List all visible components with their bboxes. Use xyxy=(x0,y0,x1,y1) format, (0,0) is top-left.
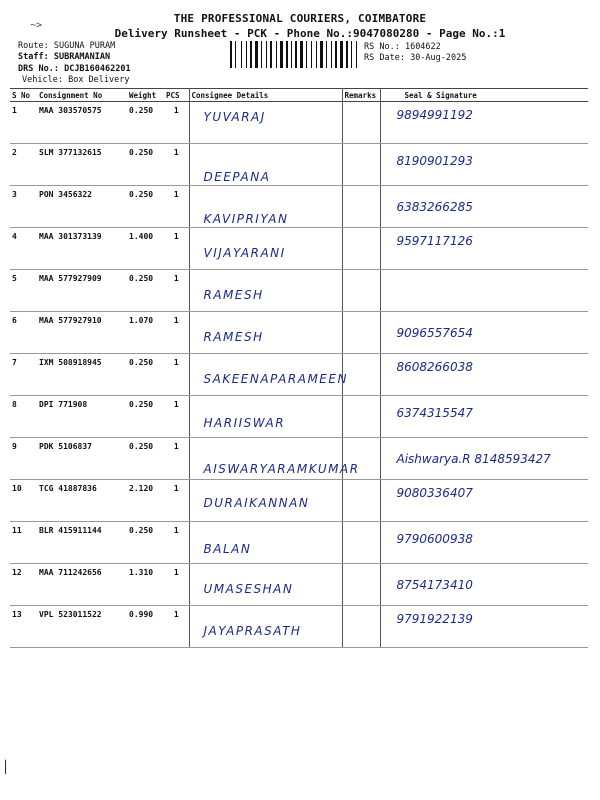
cell-pcs: 1 xyxy=(164,228,189,270)
cell-sno: 12 xyxy=(10,564,37,606)
consignee-name: SAKEENAPARAMEEN xyxy=(203,372,348,386)
table-row xyxy=(10,480,588,522)
cell-remarks xyxy=(342,354,380,396)
cell-consignment: PON 3456322 xyxy=(37,186,127,228)
staff-label: Staff: xyxy=(18,52,49,62)
cell-sno: 7 xyxy=(10,354,37,396)
runsheet-subtitle: Delivery Runsheet - PCK - Phone No.:9047080280 - Page No.:1 xyxy=(114,27,506,40)
cell-consignee xyxy=(189,228,342,270)
cell-weight: 0.250 xyxy=(127,354,164,396)
vehicle-label: Vehicle: xyxy=(22,75,63,85)
table-row xyxy=(10,522,588,564)
cell-sno: 6 xyxy=(10,312,37,354)
signature-text: 9894991192 xyxy=(396,108,473,122)
cell-consignee xyxy=(189,102,342,144)
vehicle-line xyxy=(22,75,130,86)
drs-line xyxy=(18,64,131,75)
route-line xyxy=(18,41,115,52)
cell-remarks xyxy=(342,438,380,480)
scan-mark-icon: ~> xyxy=(30,20,43,31)
cell-consignee xyxy=(189,186,342,228)
cell-pcs: 1 xyxy=(164,102,189,144)
cell-pcs: 1 xyxy=(164,312,189,354)
route-label: Route: xyxy=(18,41,49,51)
cell-pcs: 1 xyxy=(164,354,189,396)
rs-no-label: RS No.: xyxy=(364,42,400,52)
signature-text: 9096557654 xyxy=(396,326,473,340)
vehicle-value: Box Delivery xyxy=(68,75,130,85)
cell-remarks xyxy=(342,564,380,606)
col-consignee: Consignee Details xyxy=(189,89,342,102)
cell-consignment: MAA 577927909 xyxy=(37,270,127,312)
consignee-name: RAMESH xyxy=(203,330,264,344)
table-row xyxy=(10,438,588,480)
consignee-name: UMASESHAN xyxy=(203,582,294,596)
cell-sno: 2 xyxy=(10,144,37,186)
cell-remarks xyxy=(342,102,380,144)
cell-pcs: 1 xyxy=(164,186,189,228)
cell-consignee xyxy=(189,606,342,648)
signature-text: 9790600938 xyxy=(396,532,473,546)
cell-sno: 5 xyxy=(10,270,37,312)
cell-weight: 0.250 xyxy=(127,522,164,564)
cell-sno: 3 xyxy=(10,186,37,228)
cell-consignment: TCG 41887836 xyxy=(37,480,127,522)
signature-text: 9597117126 xyxy=(396,234,473,248)
cell-weight: 1.070 xyxy=(127,312,164,354)
cell-pcs: 1 xyxy=(164,270,189,312)
rs-date-line xyxy=(364,53,466,64)
cell-consignment: SLM 377132615 xyxy=(37,144,127,186)
signature-text: 9080336407 xyxy=(396,486,473,500)
cell-signature xyxy=(380,354,588,396)
scan-edge-mark: │ xyxy=(2,760,10,774)
rs-date-value: 30-Aug-2025 xyxy=(410,53,467,63)
cell-consignment: MAA 301373139 xyxy=(37,228,127,270)
consignee-name: RAMESH xyxy=(203,288,264,302)
col-signature: Seal & Signature xyxy=(380,89,588,102)
cell-consignee xyxy=(189,312,342,354)
rs-block xyxy=(364,42,466,64)
rs-date-label: RS Date: xyxy=(364,53,405,63)
signature-text: 8190901293 xyxy=(396,154,473,168)
cell-signature xyxy=(380,606,588,648)
rs-no-line xyxy=(364,42,466,53)
consignee-name: HARIISWAR xyxy=(203,416,286,430)
table-row xyxy=(10,354,588,396)
cell-signature xyxy=(380,480,588,522)
route-value: SUGUNA PURAM xyxy=(53,41,116,51)
table-row xyxy=(10,186,588,228)
cell-weight: 0.990 xyxy=(127,606,164,648)
cell-sno: 13 xyxy=(10,606,37,648)
barcode xyxy=(230,41,360,68)
cell-weight: 0.250 xyxy=(127,186,164,228)
consignee-name: DURAIKANNAN xyxy=(203,496,310,510)
cell-signature xyxy=(380,102,588,144)
consignee-name: YUVARAJ xyxy=(203,110,266,124)
cell-sno: 4 xyxy=(10,228,37,270)
col-remarks: Remarks xyxy=(342,89,380,102)
cell-signature xyxy=(380,228,588,270)
table-row xyxy=(10,102,588,144)
col-consignment: Consignment No xyxy=(37,89,127,102)
consignee-name: DEEPANA xyxy=(203,170,271,184)
cell-signature xyxy=(380,396,588,438)
col-sno: S No xyxy=(10,89,37,102)
cell-consignment: BLR 415911144 xyxy=(37,522,127,564)
cell-pcs: 1 xyxy=(164,606,189,648)
cell-signature xyxy=(380,564,588,606)
signature-text: 9791922139 xyxy=(396,612,473,626)
table-row xyxy=(10,144,588,186)
table-header-row xyxy=(10,89,588,102)
cell-weight: 1.400 xyxy=(127,228,164,270)
cell-consignment: MAA 303570575 xyxy=(37,102,127,144)
cell-sno: 9 xyxy=(10,438,37,480)
cell-weight: 1.310 xyxy=(127,564,164,606)
cell-remarks xyxy=(342,606,380,648)
cell-consignment: MAA 711242656 xyxy=(37,564,127,606)
table-row xyxy=(10,396,588,438)
cell-consignee xyxy=(189,396,342,438)
cell-weight: 0.250 xyxy=(127,270,164,312)
cell-remarks xyxy=(342,186,380,228)
cell-remarks xyxy=(342,522,380,564)
cell-consignee xyxy=(189,480,342,522)
cell-remarks xyxy=(342,480,380,522)
cell-weight: 0.250 xyxy=(127,144,164,186)
cell-consignment: IXM 508918945 xyxy=(37,354,127,396)
table-row xyxy=(10,606,588,648)
cell-consignment: VPL 523011522 xyxy=(37,606,127,648)
cell-sno: 8 xyxy=(10,396,37,438)
cell-consignee xyxy=(189,144,342,186)
signature-text: 6374315547 xyxy=(396,406,473,420)
signature-text: 8754173410 xyxy=(396,578,473,592)
table-row xyxy=(10,312,588,354)
cell-weight: 0.250 xyxy=(127,396,164,438)
consignee-name: BALAN xyxy=(203,542,252,556)
cell-consignee xyxy=(189,564,342,606)
cell-pcs: 1 xyxy=(164,564,189,606)
cell-remarks xyxy=(342,228,380,270)
cell-consignment: MAA 577927910 xyxy=(37,312,127,354)
cell-signature xyxy=(380,312,588,354)
runsheet-table xyxy=(10,88,588,648)
cell-pcs: 1 xyxy=(164,438,189,480)
staff-value: SUBRAMANIAN xyxy=(53,52,111,62)
cell-pcs: 1 xyxy=(164,480,189,522)
cell-consignment: DPI 771908 xyxy=(37,396,127,438)
signature-text: 8608266038 xyxy=(396,360,473,374)
cell-pcs: 1 xyxy=(164,396,189,438)
rs-no-value: 1604622 xyxy=(404,42,441,52)
table-row xyxy=(10,228,588,270)
cell-consignee xyxy=(189,522,342,564)
consignee-name: JAYAPRASATH xyxy=(203,624,302,638)
cell-remarks xyxy=(342,270,380,312)
consignee-name: VIJAYARANI xyxy=(203,246,286,260)
cell-signature xyxy=(380,270,588,312)
col-weight: Weight xyxy=(127,89,164,102)
drs-value: DCJB160462201 xyxy=(64,64,131,74)
cell-sno: 1 xyxy=(10,102,37,144)
company-title: THE PROFESSIONAL COURIERS, COIMBATORE xyxy=(173,12,427,25)
cell-signature xyxy=(380,144,588,186)
table-row xyxy=(10,564,588,606)
cell-weight: 2.120 xyxy=(127,480,164,522)
cell-remarks xyxy=(342,396,380,438)
consignee-name: AISWARYARAMKUMAR xyxy=(203,462,360,476)
cell-remarks xyxy=(342,312,380,354)
cell-pcs: 1 xyxy=(164,144,189,186)
table-row xyxy=(10,270,588,312)
cell-pcs: 1 xyxy=(164,522,189,564)
cell-weight: 0.250 xyxy=(127,102,164,144)
cell-weight: 0.250 xyxy=(127,438,164,480)
cell-signature xyxy=(380,522,588,564)
signature-text: 6383266285 xyxy=(396,200,473,214)
cell-consignment: PDK 5106837 xyxy=(37,438,127,480)
cell-signature xyxy=(380,438,588,480)
cell-signature xyxy=(380,186,588,228)
cell-remarks xyxy=(342,144,380,186)
col-pcs: PCS xyxy=(164,89,189,102)
cell-consignee xyxy=(189,270,342,312)
cell-consignee xyxy=(189,438,360,480)
cell-consignee xyxy=(189,354,348,396)
cell-sno: 10 xyxy=(10,480,37,522)
cell-sno: 11 xyxy=(10,522,37,564)
signature-text: Aishwarya.R 8148593427 xyxy=(396,452,551,466)
drs-label: DRS No.: xyxy=(18,64,59,74)
consignee-name: KAVIPRIYAN xyxy=(203,212,289,226)
staff-line xyxy=(18,52,110,63)
